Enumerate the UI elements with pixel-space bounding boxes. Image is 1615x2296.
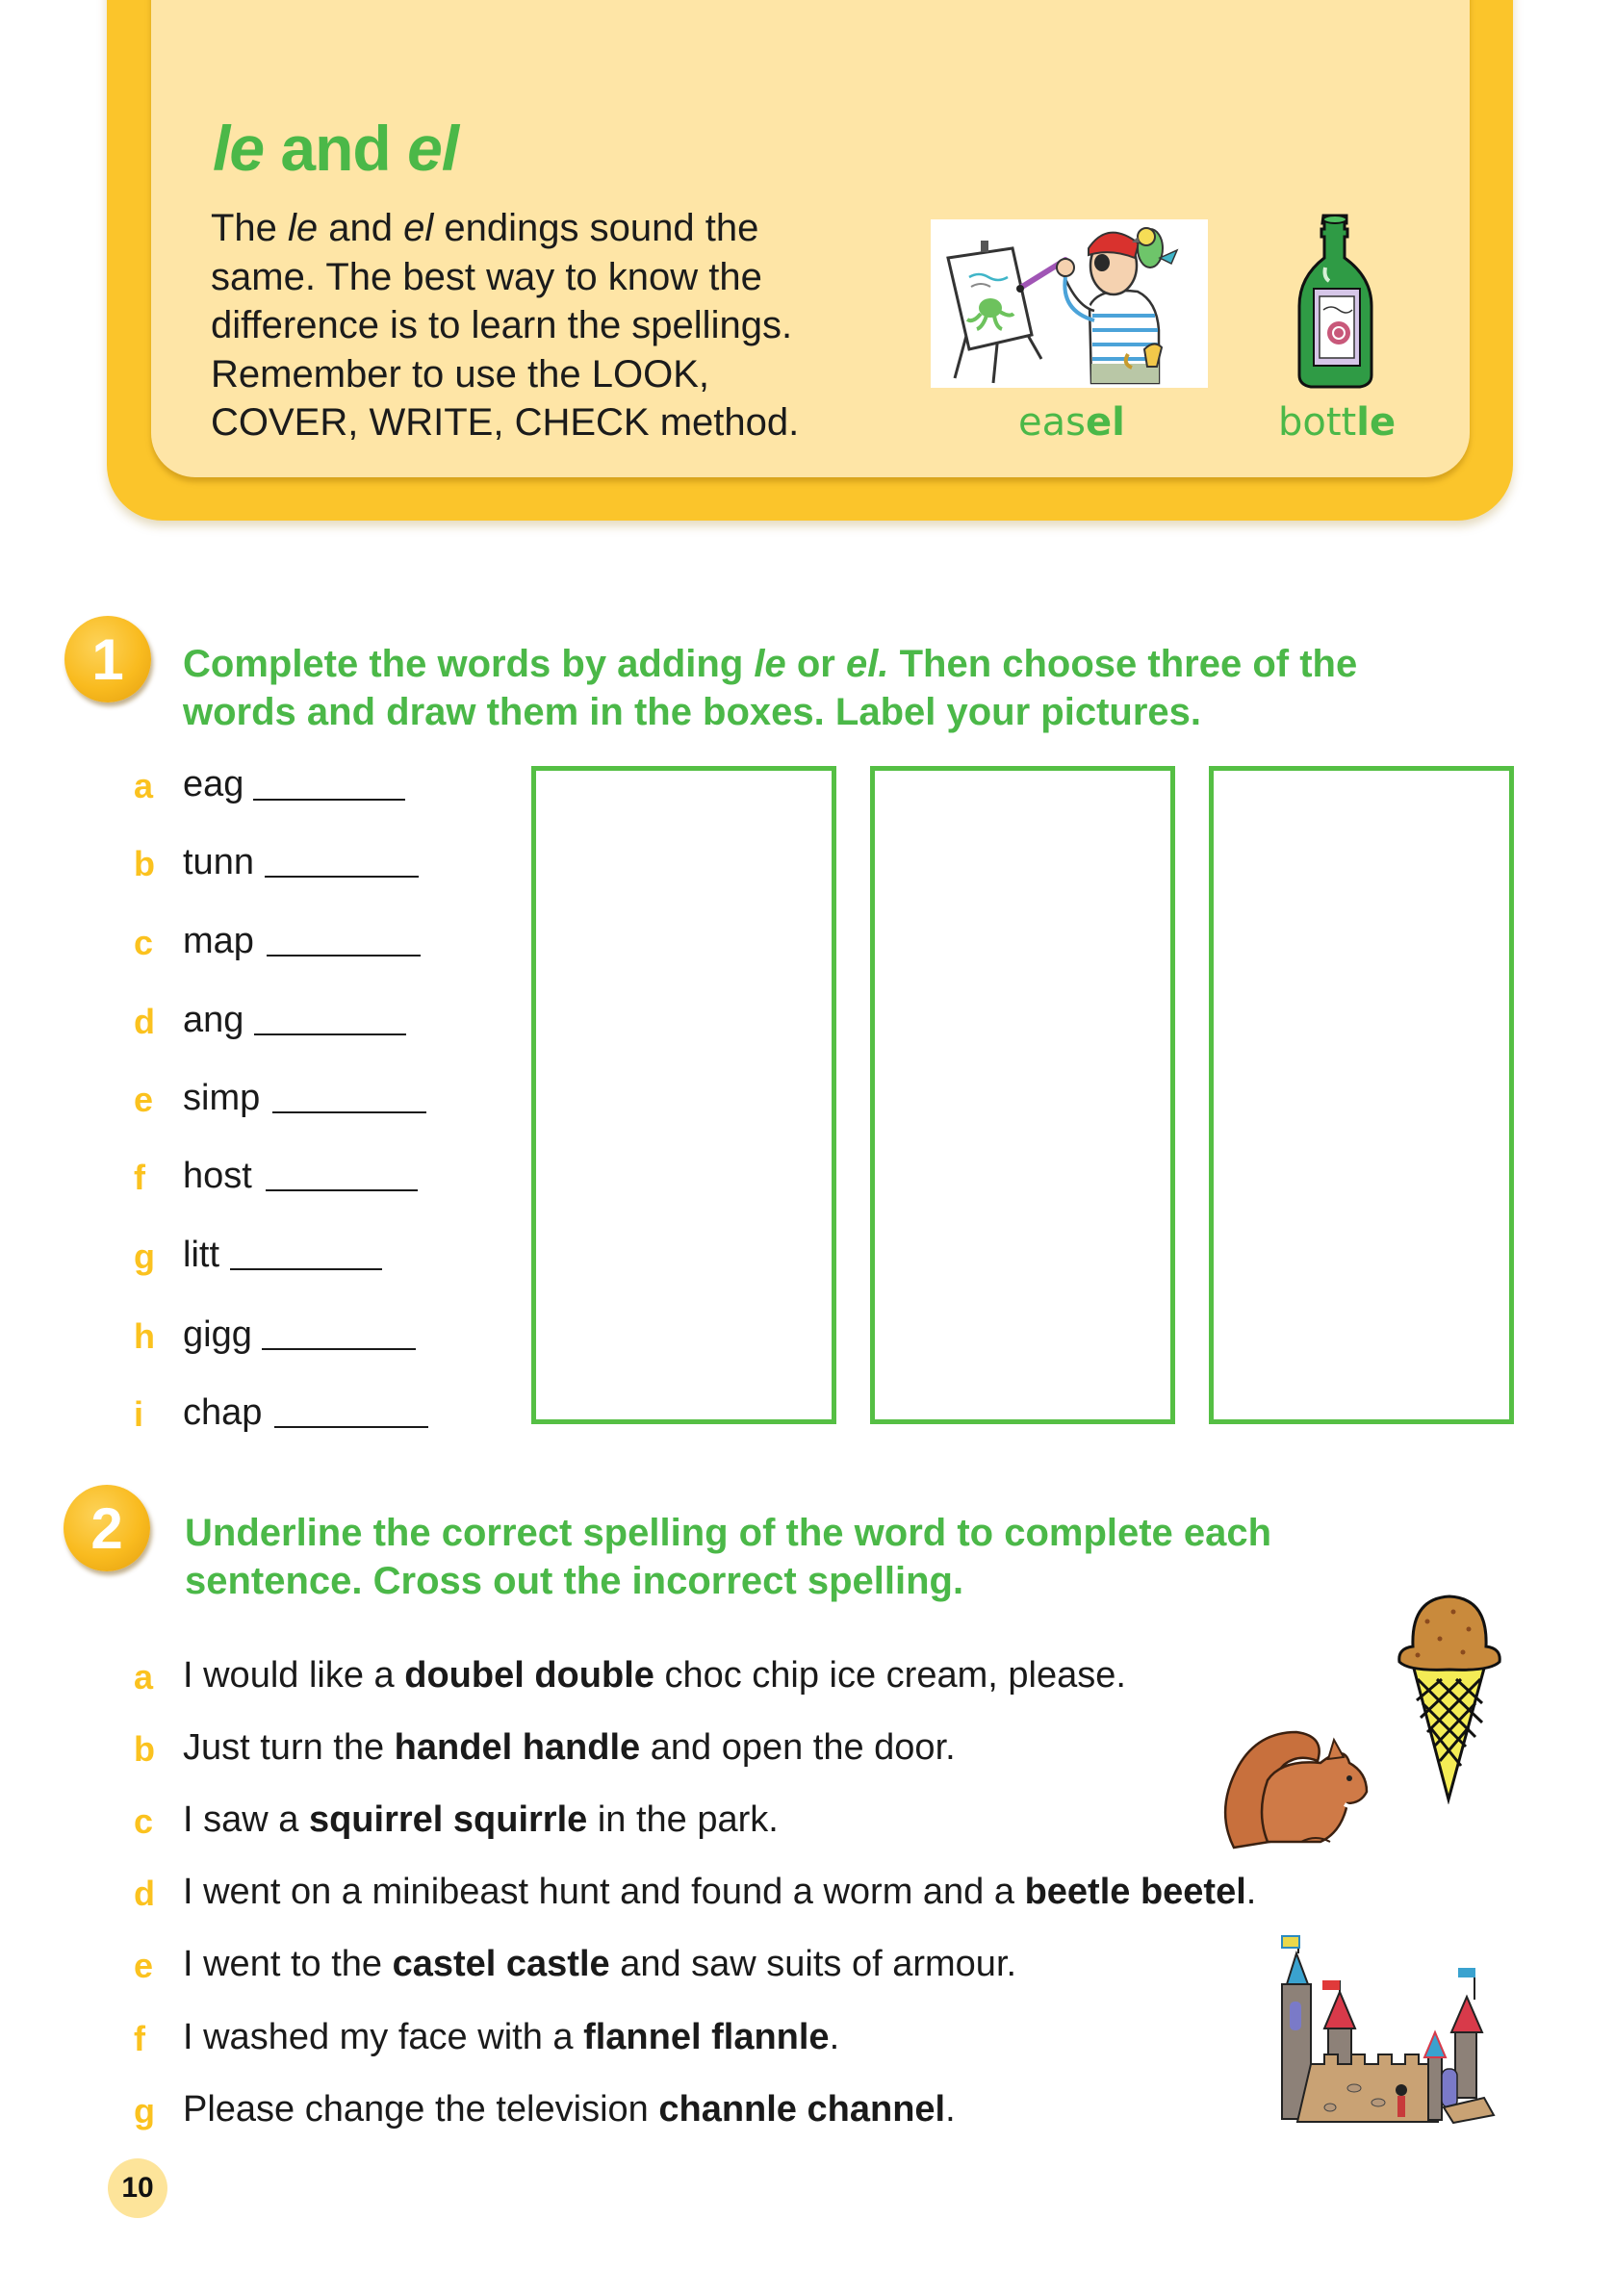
word-stem: chap — [183, 1392, 263, 1433]
text: choc chip ice cream, please. — [654, 1655, 1126, 1696]
text: and saw suits of armour. — [609, 1944, 1017, 1984]
label-stem: eas — [1018, 400, 1086, 445]
drawing-box-2[interactable] — [870, 766, 1175, 1424]
spelling-option[interactable]: channel — [807, 2089, 946, 2130]
sentence — [183, 1655, 1126, 1696]
text: and — [318, 207, 404, 249]
item-letter: e — [134, 1080, 154, 1119]
spelling-option[interactable]: castle — [505, 1944, 610, 1984]
exercise-2-badge: 2 — [64, 1485, 150, 1571]
bottle-label — [1278, 400, 1396, 445]
text: Just turn the — [183, 1727, 395, 1768]
item-letter: h — [134, 1316, 155, 1356]
intro-line-2: same. The best way to know the — [211, 255, 762, 298]
answer-blank[interactable] — [265, 876, 419, 878]
instruction-line-1: Underline the correct spelling of the word to complete each — [185, 1512, 1272, 1554]
pirate-easel-icon — [931, 219, 1208, 388]
text: . — [1245, 1872, 1257, 1912]
exercise-1-instruction — [183, 640, 1357, 736]
exercise-2-instruction — [185, 1509, 1271, 1605]
castle-icon — [1263, 1925, 1499, 2127]
answer-blank[interactable] — [254, 1033, 406, 1035]
intro-line-3: difference is to learn the spellings. — [211, 304, 793, 346]
text: Please change the television — [183, 2089, 659, 2130]
word-stem: map — [183, 921, 254, 961]
item-letter: i — [134, 1394, 144, 1434]
text-el-italic: el. — [845, 643, 889, 685]
text-el-italic: el — [403, 207, 434, 249]
answer-blank[interactable] — [253, 799, 405, 801]
instruction-line-1 — [183, 640, 1357, 688]
text: I went to the — [183, 1944, 393, 1984]
spelling-option[interactable]: flannle — [711, 2017, 830, 2057]
text: I saw a — [183, 1799, 309, 1840]
answer-blank[interactable] — [262, 1348, 416, 1350]
ice-cream-icon — [1394, 1583, 1504, 1804]
word-stem: eag — [183, 764, 244, 804]
instruction-line-2: words and draw them in the boxes. Label your pictures. — [183, 691, 1201, 733]
spelling-option[interactable]: double — [534, 1655, 654, 1696]
instruction-line-2: sentence. Cross out the incorrect spelling. — [185, 1560, 964, 1602]
answer-blank[interactable] — [274, 1426, 428, 1428]
text: endings sound the — [433, 207, 759, 249]
sentence-letter: f — [134, 2019, 145, 2058]
sentence-letter: g — [134, 2091, 155, 2130]
spelling-option[interactable]: doubel — [404, 1655, 525, 1696]
spelling-option[interactable]: flannel — [583, 2017, 702, 2057]
easel-illustration — [931, 219, 1208, 388]
spelling-option[interactable]: handle — [522, 1727, 641, 1768]
text: . — [945, 2089, 956, 2130]
spelling-option[interactable]: castel — [392, 1944, 497, 1984]
word-stem: simp — [183, 1078, 261, 1118]
text-le-italic: le — [288, 207, 319, 249]
word-stem: host — [183, 1156, 252, 1196]
answer-blank[interactable] — [266, 1189, 418, 1191]
drawing-box-1[interactable] — [531, 766, 836, 1424]
sentence-letter: e — [134, 1946, 154, 1985]
item-letter: b — [134, 844, 155, 883]
title-el: el — [407, 113, 459, 184]
sentence — [183, 1944, 1016, 1985]
spelling-option[interactable]: beetle — [1024, 1872, 1131, 1912]
answer-blank[interactable] — [267, 955, 421, 957]
spelling-option[interactable]: channle — [658, 2089, 797, 2130]
text: or — [785, 643, 846, 685]
text: . — [829, 2017, 840, 2057]
sentence — [183, 1799, 779, 1841]
text: I went on a minibeast hunt and found a worm and a — [183, 1872, 1025, 1912]
drawing-box-3[interactable] — [1209, 766, 1514, 1424]
spelling-option[interactable]: beetel — [1140, 1872, 1246, 1912]
sentence — [183, 2017, 839, 2058]
item-letter: c — [134, 923, 154, 962]
text: I would like a — [183, 1655, 405, 1696]
intro-line-1 — [211, 204, 884, 253]
spelling-option[interactable]: handel — [394, 1727, 513, 1768]
intro-line-5: COVER, WRITE, CHECK method. — [211, 401, 800, 444]
label-stem: bott — [1278, 400, 1357, 445]
title-and: and — [280, 113, 391, 184]
text: and open the door. — [640, 1727, 956, 1768]
sentence — [183, 1727, 956, 1769]
easel-label — [1018, 400, 1125, 445]
text: Complete the words by adding — [183, 643, 755, 685]
text: The — [211, 207, 289, 249]
page-title — [213, 112, 458, 185]
item-letter: a — [134, 766, 154, 805]
spelling-option[interactable]: squirrel — [308, 1799, 444, 1840]
text: I washed my face with a — [183, 2017, 584, 2057]
item-letter: g — [134, 1237, 155, 1276]
title-le: le — [213, 113, 265, 184]
label-ending: el — [1085, 400, 1125, 445]
bottle-illustration — [1295, 212, 1376, 390]
answer-blank[interactable] — [272, 1111, 426, 1113]
item-letter: f — [134, 1158, 145, 1197]
sentence-letter: a — [134, 1657, 154, 1696]
answer-blank[interactable] — [230, 1268, 382, 1270]
word-stem: litt — [183, 1235, 219, 1275]
text-le-italic: le — [754, 643, 786, 685]
castle-illustration — [1263, 1925, 1499, 2127]
word-stem: ang — [183, 1000, 244, 1040]
label-ending: le — [1356, 400, 1397, 445]
bottle-icon — [1295, 212, 1376, 390]
sentence-letter: b — [134, 1729, 155, 1769]
intro-text — [211, 204, 884, 447]
intro-line-4: Remember to use the LOOK, — [211, 352, 710, 395]
squirrel-icon — [1215, 1722, 1397, 1857]
text: Then choose three of the — [888, 643, 1358, 685]
text: in the park. — [587, 1799, 779, 1840]
ice-cream-illustration — [1394, 1583, 1504, 1804]
word-stem: gigg — [183, 1314, 252, 1355]
sentence — [183, 1872, 1256, 1913]
exercise-1-badge: 1 — [64, 616, 151, 702]
item-letter: d — [134, 1002, 155, 1041]
sentence-letter: d — [134, 1874, 155, 1913]
squirrel-illustration — [1215, 1722, 1397, 1857]
page-number: 10 — [108, 2158, 167, 2218]
sentence-letter: c — [134, 1801, 154, 1841]
spelling-option[interactable]: squirrle — [452, 1799, 588, 1840]
sentence — [183, 2089, 956, 2130]
word-stem: tunn — [183, 842, 254, 882]
